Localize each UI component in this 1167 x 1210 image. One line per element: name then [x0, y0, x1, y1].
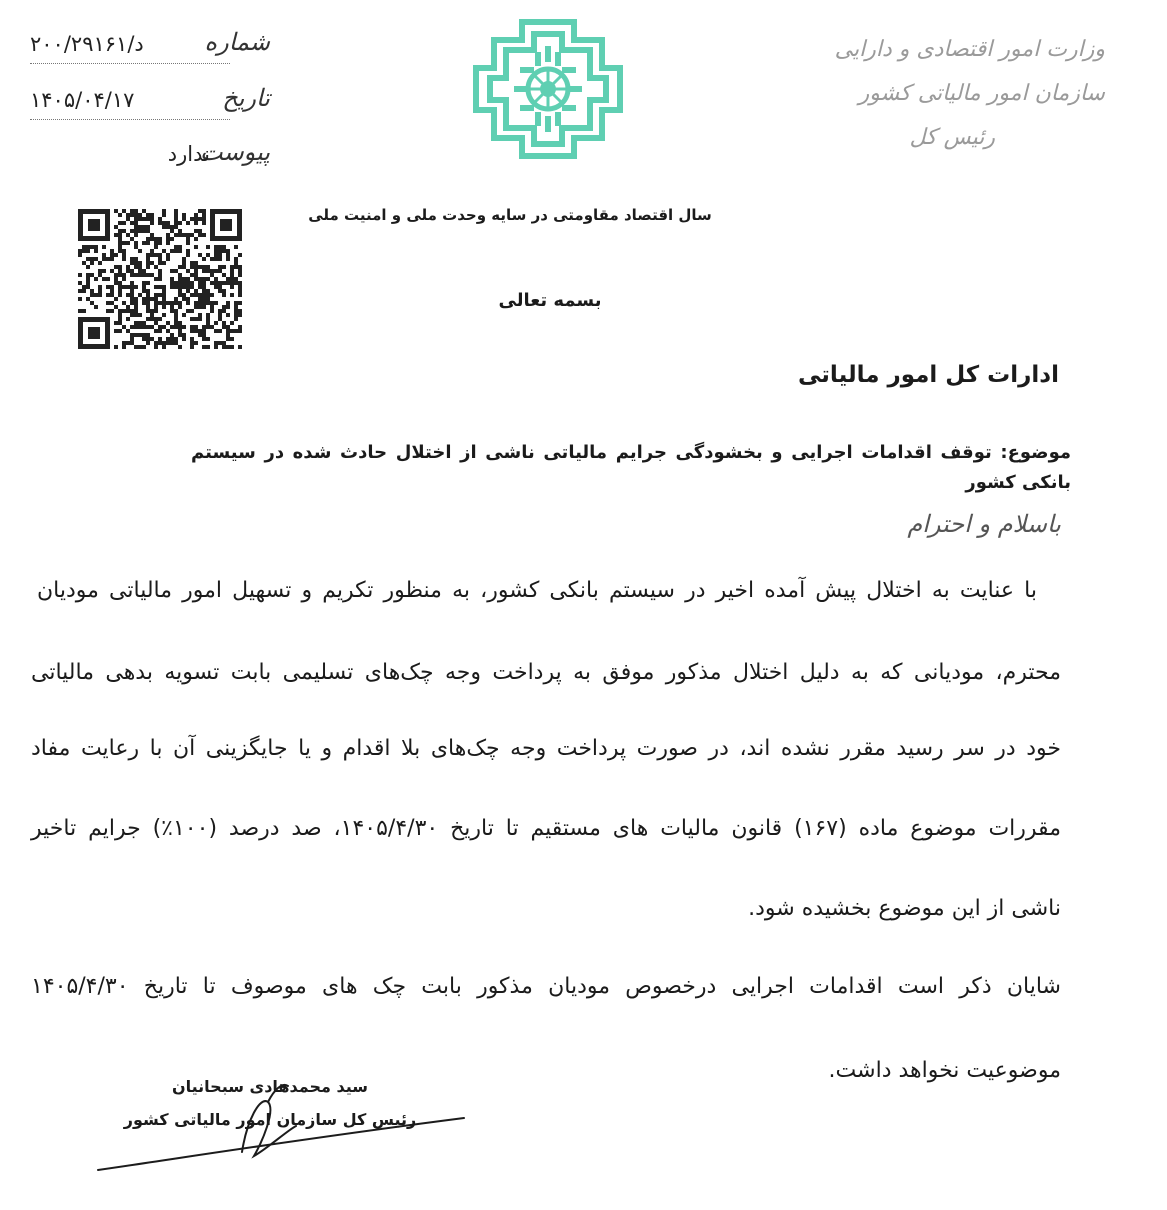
- letter-date-row: [30, 84, 270, 124]
- date-dotted-line: [30, 119, 230, 120]
- signatory-name: سید محمدهادی سبحانیان: [171, 1077, 369, 1096]
- position-line: رئیس کل: [909, 125, 995, 150]
- body-line: موضوعیت نخواهد داشت.: [828, 1058, 1061, 1083]
- date-label: تاریخ: [222, 84, 270, 112]
- tax-organization-emblem-icon: [472, 18, 624, 160]
- letter-attachment-row: [30, 138, 270, 178]
- body-line: مقررات موضوع ماده (۱۶۷) قانون مالیات های مستقیم تا تاریخ ۱۴۰۵/۴/۳۰، صد درصد (۱۰۰٪) جرایم تاخیر: [31, 816, 1061, 841]
- attachment-value: ندارد: [167, 142, 210, 166]
- year-slogan: سال اقتصاد مقاومتی در سایه وحدت ملی و امنیت ملی: [308, 206, 712, 224]
- attachment-label: پیوست: [200, 138, 270, 166]
- date-value: ۱۴۰۵/۰۴/۱۷: [30, 88, 135, 112]
- letter-number-row: [30, 28, 270, 68]
- number-value: د/۲۰۰/۲۹۱۶۱: [30, 32, 144, 56]
- body-line: خود در سر رسید مقرر نشده اند، در صورت پرداخت وجه چک‌های بلا اقدام و یا جایگزینی آن با رعایت مفاد: [31, 736, 1061, 761]
- qr-code-icon: [78, 208, 242, 350]
- number-dotted-line: [30, 63, 230, 64]
- body-line: شایان ذکر است اقدامات اجرایی درخصوص مودیان مذکور بابت چک های موصوف تا تاریخ ۱۴۰۵/۴/۳۰: [31, 974, 1061, 999]
- body-line: محترم، مودیانی که به دلیل اختلال مذکور موفق به پرداخت وجه چک‌های تسلیمی بابت تسویه بدهی مالیاتی: [31, 660, 1061, 685]
- letter-subject: موضوع: توقف اقدامات اجرایی و بخشودگی جرایم مالیاتی ناشی از اختلال حادث شده در سیستم بانکی کشور: [191, 442, 1071, 493]
- body-line: با عنایت به اختلال پیش آمده اخیر در سیستم بانکی کشور، به منظور تکریم و تسهیل امور مالیاتی مودیان: [37, 578, 1037, 603]
- number-label: شماره: [204, 28, 270, 56]
- ministry-line: وزارت امور اقتصادی و دارایی: [834, 37, 1105, 62]
- recipient-heading: ادارات کل امور مالیاتی: [798, 362, 1059, 388]
- signatory-title: رئیس کل سازمان امور مالیاتی کشور: [123, 1110, 417, 1129]
- greeting: باسلام و احترام: [907, 510, 1061, 538]
- organization-line: سازمان امور مالیاتی کشور: [858, 81, 1105, 106]
- body-line: ناشی از این موضوع بخشیده شود.: [748, 896, 1061, 921]
- bismillah-heading: بسمه تعالی: [498, 290, 602, 311]
- ministry-header: [805, 28, 1105, 160]
